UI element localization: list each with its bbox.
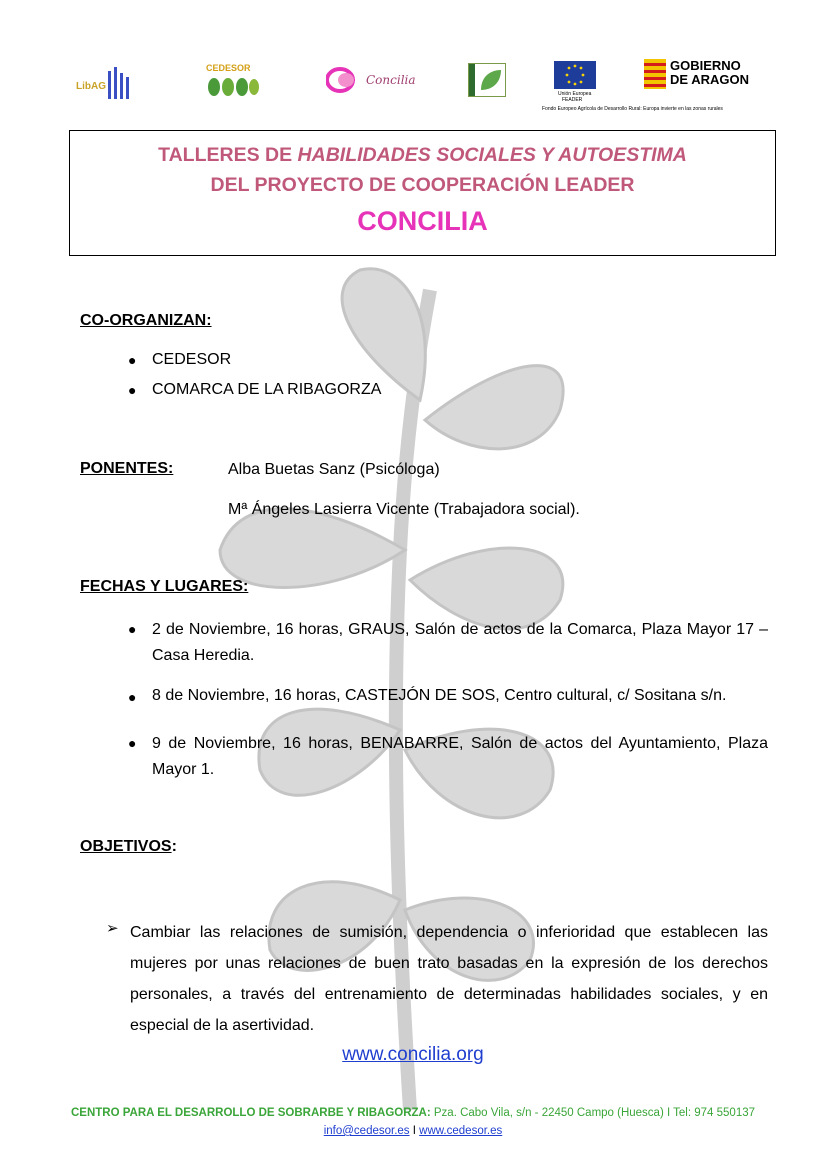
objetivo-item: Cambiar las relaciones de sumisión, dependencia o inferioridad que establecen las mujeres por unas relaciones de buen trato basadas en la expresión de los derechos personales, a través del entrenamiento de determinadas habilidades sociales, y en especial de la asertividad. <box>130 924 768 1034</box>
bullet-icon: ● <box>128 689 137 705</box>
gobierno-aragon-logo: GOBIERNO DE ARAGON <box>644 59 764 93</box>
eu-caption: Fondo Europeo Agrícola de Desarrollo Rural: Europa invierte en las zonas rurales <box>542 106 723 112</box>
footer-contact: info@cedesor.es I www.cedesor.es <box>323 1125 503 1137</box>
objetivos-heading: OBJETIVOS: <box>80 838 177 855</box>
title-line-2: DEL PROYECTO DE COOPERACIÓN LEADER <box>210 174 635 196</box>
ponentes-heading: PONENTES: <box>80 460 174 477</box>
website-link[interactable]: www.concilia.org <box>342 1044 484 1065</box>
list-item: 9 de Noviembre, 16 horas, BENABARRE, Salón de actos del Ayuntamiento, Plaza Mayor 1. <box>152 735 768 778</box>
ponente-item: Mª Ángeles Lasierra Vicente (Trabajadora social). <box>228 501 580 518</box>
bullet-icon: ● <box>128 382 137 398</box>
fechas-heading: FECHAS Y LUGARES: <box>80 578 249 595</box>
eu-logo: Unión Europea FEADER <box>554 61 596 103</box>
footer-address: CENTRO PARA EL DESARROLLO DE SOBRARBE Y RIBAGORZA: Pza. Cabo Vila, s/n - 22450 Campo (Huesca) I Tel: 974 550137 <box>70 1107 756 1119</box>
email-link[interactable]: info@cedesor.es <box>323 1125 410 1137</box>
cedesor-logo: CEDESOR <box>204 63 264 101</box>
website-container <box>0 1044 826 1066</box>
title-line-1: TALLERES DE HABILIDADES SOCIALES Y AUTOESTIMA <box>158 144 687 166</box>
list-item: 8 de Noviembre, 16 horas, CASTEJÓN DE SOS, Centro cultural, c/ Sositana s/n. <box>152 687 727 704</box>
arrow-bullet-icon: ➢ <box>106 920 119 937</box>
ponente-item: Alba Buetas Sanz (Psicóloga) <box>228 461 440 478</box>
coorganizan-heading: CO-ORGANIZAN: <box>80 312 212 329</box>
bullet-icon: ● <box>128 352 137 368</box>
bullet-icon: ● <box>128 735 137 751</box>
cedesor-web-link[interactable]: www.cedesor.es <box>419 1125 503 1137</box>
libag-logo: LibAG <box>76 67 132 101</box>
concilia-logo: Concilia <box>326 67 418 93</box>
bullet-icon: ● <box>128 621 137 637</box>
page-title: CONCILIA <box>357 206 488 236</box>
list-item: CEDESOR <box>152 351 232 368</box>
list-item: 2 de Noviembre, 16 horas, GRAUS, Salón de actos de la Comarca, Plaza Mayor 17 – Casa Heredia. <box>152 621 768 664</box>
list-item: COMARCA DE LA RIBAGORZA <box>152 381 382 398</box>
